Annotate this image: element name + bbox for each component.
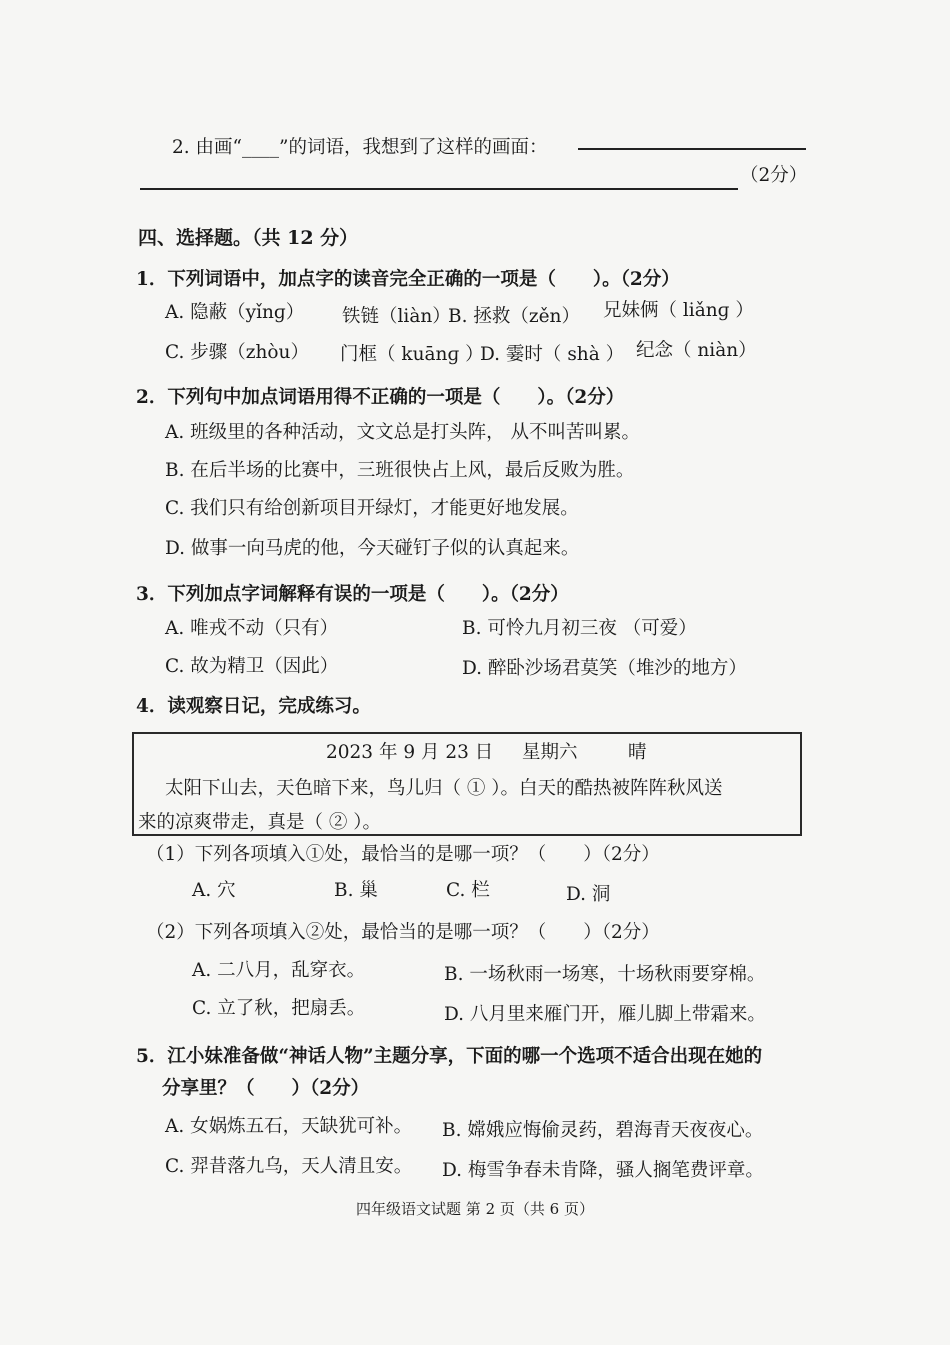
q3-stem: 3．下列加点字词解释有误的一项是（ ）。（2分） <box>136 584 569 605</box>
q1-option-b1: B. 拯救（zěn） <box>448 306 580 327</box>
q1-option-a2: 铁链（liàn） <box>342 306 451 327</box>
q1-option-a1: A. 隐蔽（yǐnɡ） <box>165 302 305 323</box>
q4-sub1-option-c: C. 栏 <box>446 880 490 901</box>
q3-2-score: （2分） <box>740 165 808 186</box>
q5-option-a: A. 女娲炼五石，天缺犹可补。 <box>165 1116 413 1137</box>
diary-text-line1: 太阳下山去，天色暗下来，鸟儿归（ ① ）。白天的酷热被阵阵秋风送 <box>165 778 723 799</box>
q3-option-b: B. 可怜九月初三夜 （可爱） <box>462 618 697 639</box>
q5-stem-line2: 分享里？（ ）（2分） <box>162 1078 370 1099</box>
q4-sub2-option-c: C. 立了秋，把扇丢。 <box>192 998 366 1019</box>
q3-option-d: D. 醉卧沙场君莫笑（堆沙的地方） <box>462 658 747 679</box>
diary-text-line2: 来的凉爽带走，真是（ ② ）。 <box>138 812 382 833</box>
q4-stem: 4．读观察日记，完成练习。 <box>136 696 371 717</box>
q4-sub1-option-d: D. 洞 <box>566 884 611 905</box>
q1-stem: 1．下列词语中，加点字的读音完全正确的一项是（ ）。（2分） <box>136 269 680 290</box>
q4-sub2-option-b: B. 一场秋雨一场寒，十场秋雨要穿棉。 <box>444 964 766 985</box>
q2-option-b: B. 在后半场的比赛中，三班很快占上风，最后反败为胜。 <box>165 460 635 481</box>
q4-sub1-option-b: B. 巢 <box>334 880 378 901</box>
q1-option-b2: 兄妹俩（ liǎnɡ ） <box>603 300 754 321</box>
page-footer: 四年级语文试题 第 2 页（共 6 页） <box>356 1200 594 1218</box>
q4-sub2-stem: （2）下列各项填入②处，最恰当的是哪一项？（ ）（2分） <box>146 922 660 943</box>
q1-option-d2: 纪念（ niàn） <box>636 340 757 361</box>
q4-sub1-stem: （1）下列各项填入①处，最恰当的是哪一项？（ ）（2分） <box>146 844 660 865</box>
q5-option-d: D. 梅雪争春未肯降，骚人搁笔费评章。 <box>442 1160 764 1181</box>
q2-option-d: D. 做事一向马虎的他，今天碰钉子似的认真起来。 <box>165 538 580 559</box>
q1-option-c2: 门框（ kuānɡ ） <box>340 344 484 365</box>
q2-option-a: A. 班级里的各种活动，文文总是打头阵， 从不叫苦叫累。 <box>165 422 641 443</box>
q2-option-c: C. 我们只有给创新项目开绿灯，才能更好地发展。 <box>165 498 579 519</box>
q3-option-a: A. 唯戎不动（只有） <box>165 618 339 639</box>
q4-sub2-option-d: D. 八月里来雁门开，雁儿脚上带霜来。 <box>444 1004 766 1025</box>
diary-date: 2023 年 9 月 23 日 <box>326 742 494 763</box>
q4-sub1-option-a: A. 穴 <box>192 880 236 901</box>
answer-line-2[interactable] <box>140 188 738 190</box>
q5-option-b: B. 嫦娥应悔偷灵药，碧海青天夜夜心。 <box>442 1120 764 1141</box>
section-heading: 四、选择题。（共 12 分） <box>138 227 359 249</box>
q3-2-prompt: 2. 由画“____”的词语，我想到了这样的画面： <box>172 137 548 158</box>
answer-line-1[interactable] <box>578 148 806 150</box>
q1-option-c1: C. 步骤（zhòu） <box>165 342 309 363</box>
diary-weekday: 星期六 <box>522 742 578 763</box>
q4-sub2-option-a: A. 二八月，乱穿衣。 <box>192 960 366 981</box>
diary-weather: 晴 <box>628 742 647 763</box>
q1-option-d1: D. 霎时（ shà ） <box>480 344 625 365</box>
q5-option-c: C. 羿昔落九乌，天人清且安。 <box>165 1156 413 1177</box>
q5-stem-line1: 5．江小妹准备做“神话人物”主题分享，下面的哪一个选项不适合出现在她的 <box>136 1046 763 1067</box>
q2-stem: 2．下列句中加点词语用得不正确的一项是（ ）。（2分） <box>136 387 625 408</box>
q3-option-c: C. 故为精卫（因此） <box>165 656 339 677</box>
